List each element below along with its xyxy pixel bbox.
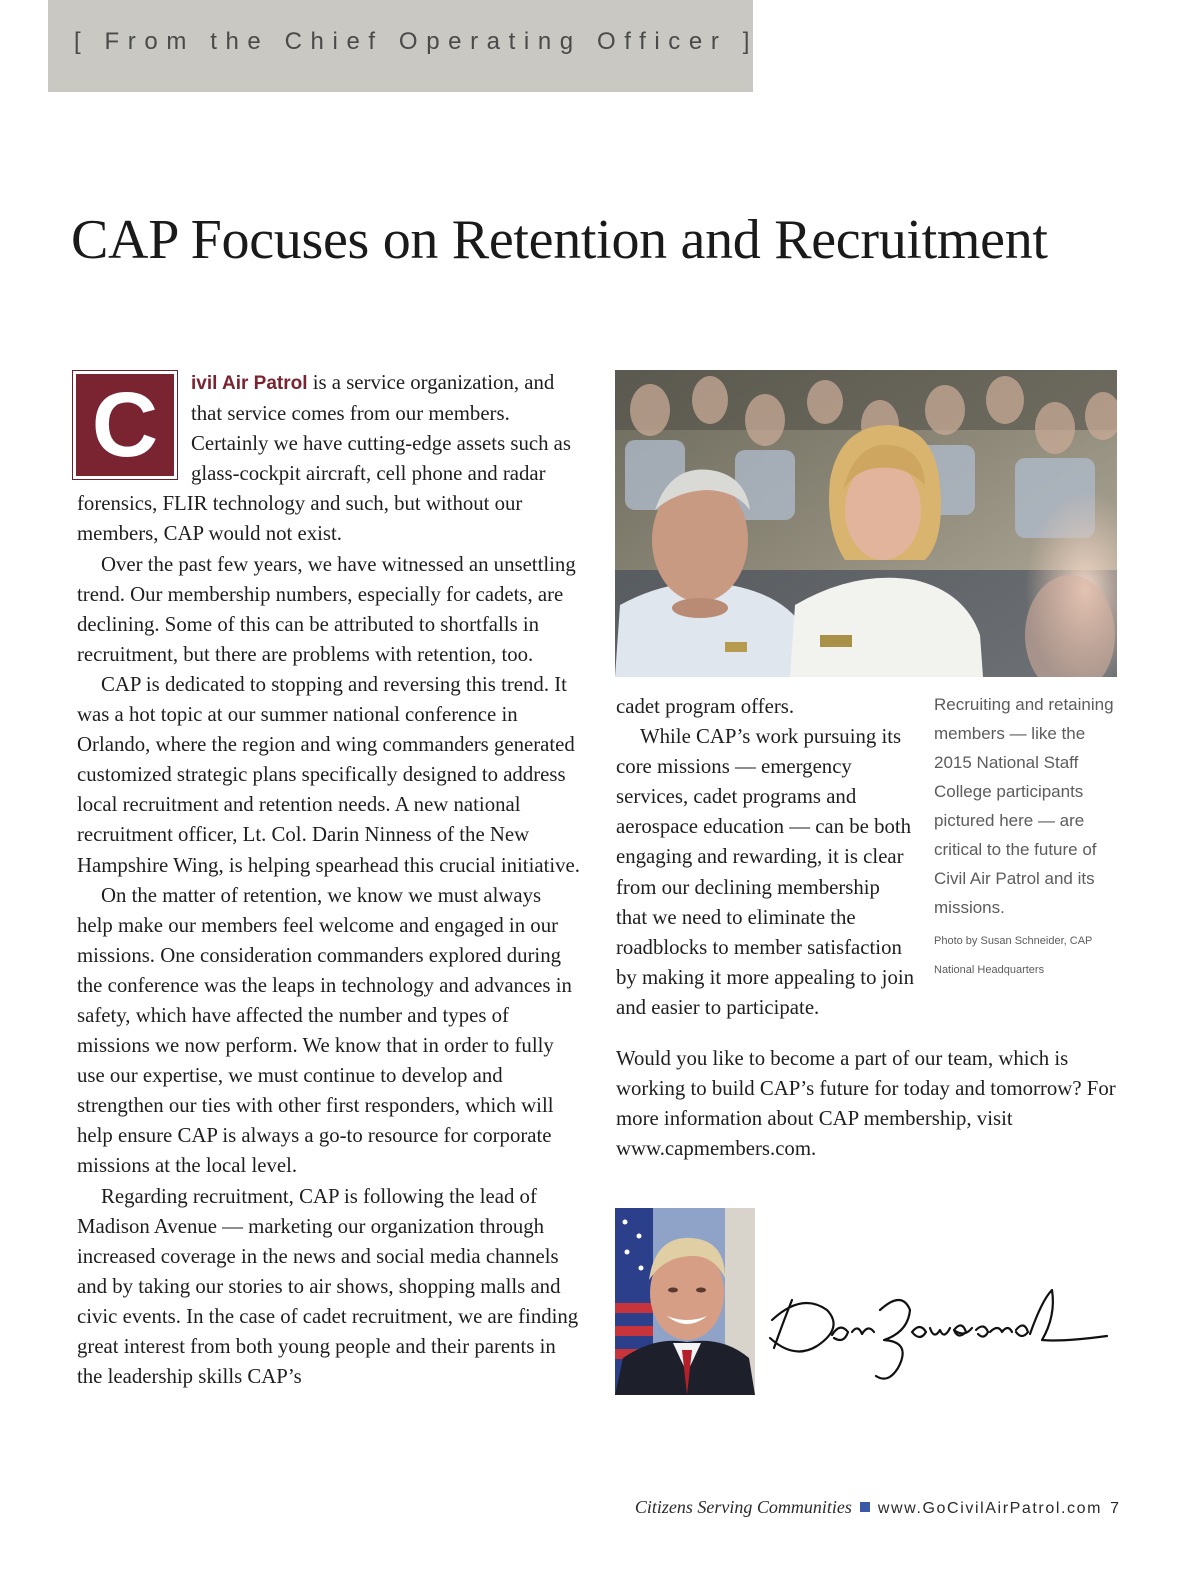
staff-college-photo [615, 370, 1117, 677]
paragraph-7: Would you like to become a part of our team, which is working to build CAP’s future for today and tomorrow? For more information about CAP membership, visit www.capmembers.com. [616, 1046, 1116, 1161]
paragraph-1 [77, 368, 582, 550]
article-column-left [77, 368, 582, 1392]
article-closing [616, 1023, 1116, 1185]
square-bullet-icon [860, 1502, 870, 1512]
paragraph-2: Over the past few years, we have witnessed an unsettling trend. Our membership numbers, especially for cadets, are declining. Some of this can be attributed to shortfalls in recruitment, but there are problems with retention, too. [77, 552, 576, 666]
paragraph-6: While CAP’s work pursuing its core missions — emergency services, cadet programs and aerospace education — can be both engaging and rewarding, it is clear from our declining membership that we need to eliminate the roadblocks to member satisfaction by making it more appealing to join and easier to participate. [616, 725, 915, 1019]
footer-url[interactable]: www.GoCivilAirPatrol.com [877, 1500, 1103, 1517]
footer-tagline: Citizens Serving Communities [634, 1497, 852, 1517]
photo-caption: Recruiting and retaining members — like the 2015 National Staff College participants pictured here — are critical to the future of Civil Air Patrol and its missions. [934, 695, 1114, 917]
drop-cap: C [73, 371, 177, 479]
article-title: CAP Focuses on Retention and Recruitment [71, 209, 1048, 271]
paragraph-5: Regarding recruitment, CAP is following the lead of Madison Avenue — marketing our organization through increased coverage in the news and social media channels and by taking our stories to air shows, shopping malls and civic events. In the case of cadet recruitment, we are finding great interest from both young people and their parents in the leadership skills CAP’s [77, 1184, 579, 1389]
page-number: 7 [1110, 1500, 1119, 1517]
paragraph-1-text: is a service organization, and that service comes from our members. Certainly we have cutting-edge assets such as glass-cockpit aircraft, cell phone and radar forensics, FLIR technology and such, but without our members, CAP would not exist. [77, 371, 572, 546]
lead-in-text: ivil Air Patrol [191, 373, 308, 394]
section-label: [ From the Chief Operating Officer ] [74, 28, 758, 55]
page-footer [635, 1497, 1119, 1518]
article-column-right [616, 692, 916, 1023]
photo-credit: Photo by Susan Schneider, CAP National Headquarters [934, 935, 1093, 976]
paragraph-5-continued: cadet program offers. [616, 695, 795, 718]
paragraph-4: On the matter of retention, we know we must always help make our members feel welcome and engaged in our missions. One consideration commanders explored during the conference was the leaps in technology and advances in safety, which have affected the number and types of missions we now perform. We know that in order to fully use our expertise, we must continue to develop and strengthen our ties with other first responders, which will help ensure CAP is always a go-to resource for corporate missions at the local level. [77, 883, 572, 1178]
author-portrait [615, 1208, 755, 1395]
paragraph-3: CAP is dedicated to stopping and reversing this trend. It was a hot topic at our summer national conference in Orlando, where the region and wing commanders generated customized strategic plans specifically designed to address local recruitment and retention needs. A new national recruitment officer, Lt. Col. Darin Ninness of the New Hampshire Wing, is helping spearhead this crucial initiative. [77, 672, 580, 877]
signature [762, 1280, 1118, 1390]
